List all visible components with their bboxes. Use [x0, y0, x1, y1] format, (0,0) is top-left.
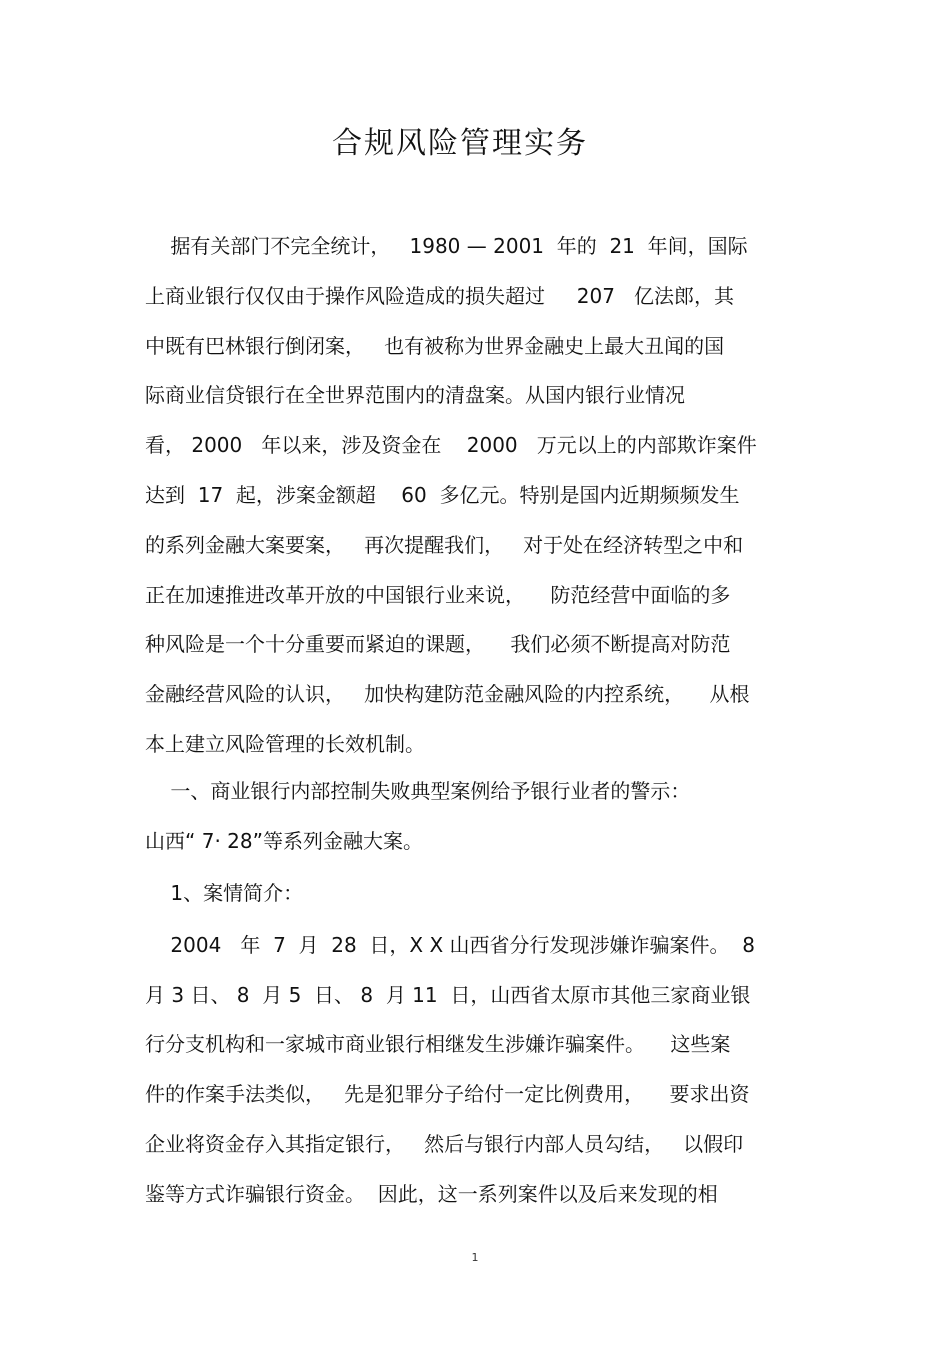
section-heading-line: 山西“ 7· 28”等系列金融大案。 [145, 829, 423, 853]
section-heading-line: 一、商业银行内部控制失败典型案例给予银行业者的警示： [145, 779, 691, 803]
paragraph-line: 件的作案手法类似， 先是犯罪分子给付一定比例费用， 要求出资 [145, 1082, 750, 1106]
paragraph-line: 的系列金融大案要案， 再次提醒我们， 对于处在经济转型之中和 [145, 533, 744, 557]
document-title: 合规风险管理实务 [332, 126, 588, 161]
page-number: 1 [471, 1251, 479, 1264]
paragraph-line: 上商业银行仅仅由于操作风险造成的损失超过 207 亿法郎，其 [145, 284, 735, 308]
paragraph-line: 鉴等方式诈骗银行资金。 因此，这一系列案件以及后来发现的相 [145, 1182, 718, 1206]
paragraph-line: 金融经营风险的认识， 加快构建防范金融风险的内控系统， 从根 [145, 682, 750, 706]
paragraph-line: 正在加速推进改革开放的中国银行业来说， 防范经营中面临的多 [145, 583, 731, 607]
paragraph-line: 本上建立风险管理的长效机制。 [145, 732, 425, 756]
paragraph-line: 企业将资金存入其指定银行， 然后与银行内部人员勾结， 以假印 [145, 1132, 744, 1156]
paragraph-line: 看， 2000 年以来，涉及资金在 2000 万元以上的内部欺诈案件 [145, 433, 757, 457]
paragraph-line: 中既有巴林银行倒闭案， 也有被称为世界金融史上最大丑闻的国 [145, 334, 725, 358]
paragraph-line: 2004 年 7 月 28 日，X X 山西省分行发现涉嫌诈骗案件。 8 [145, 933, 755, 957]
paragraph-line: 月 3 日、 8 月 5 日、 8 月 11 日，山西省太原市其他三家商业银 [145, 983, 751, 1007]
paragraph-line: 种风险是一个十分重要而紧迫的课题， 我们必须不断提高对防范 [145, 632, 731, 656]
subsection-heading: 1、案情简介： [145, 881, 304, 905]
paragraph-line: 际商业信贷银行在全世界范围内的清盘案。从国内银行业情况 [145, 383, 685, 407]
paragraph-line: 据有关部门不完全统计， 1980 — 2001 年的 21 年间，国际 [145, 234, 748, 258]
paragraph-line: 行分支机构和一家城市商业银行相继发生涉嫌诈骗案件。 这些案 [145, 1032, 731, 1056]
paragraph-line: 达到 17 起，涉案金额超 60 多亿元。特别是国内近期频频发生 [145, 483, 740, 507]
